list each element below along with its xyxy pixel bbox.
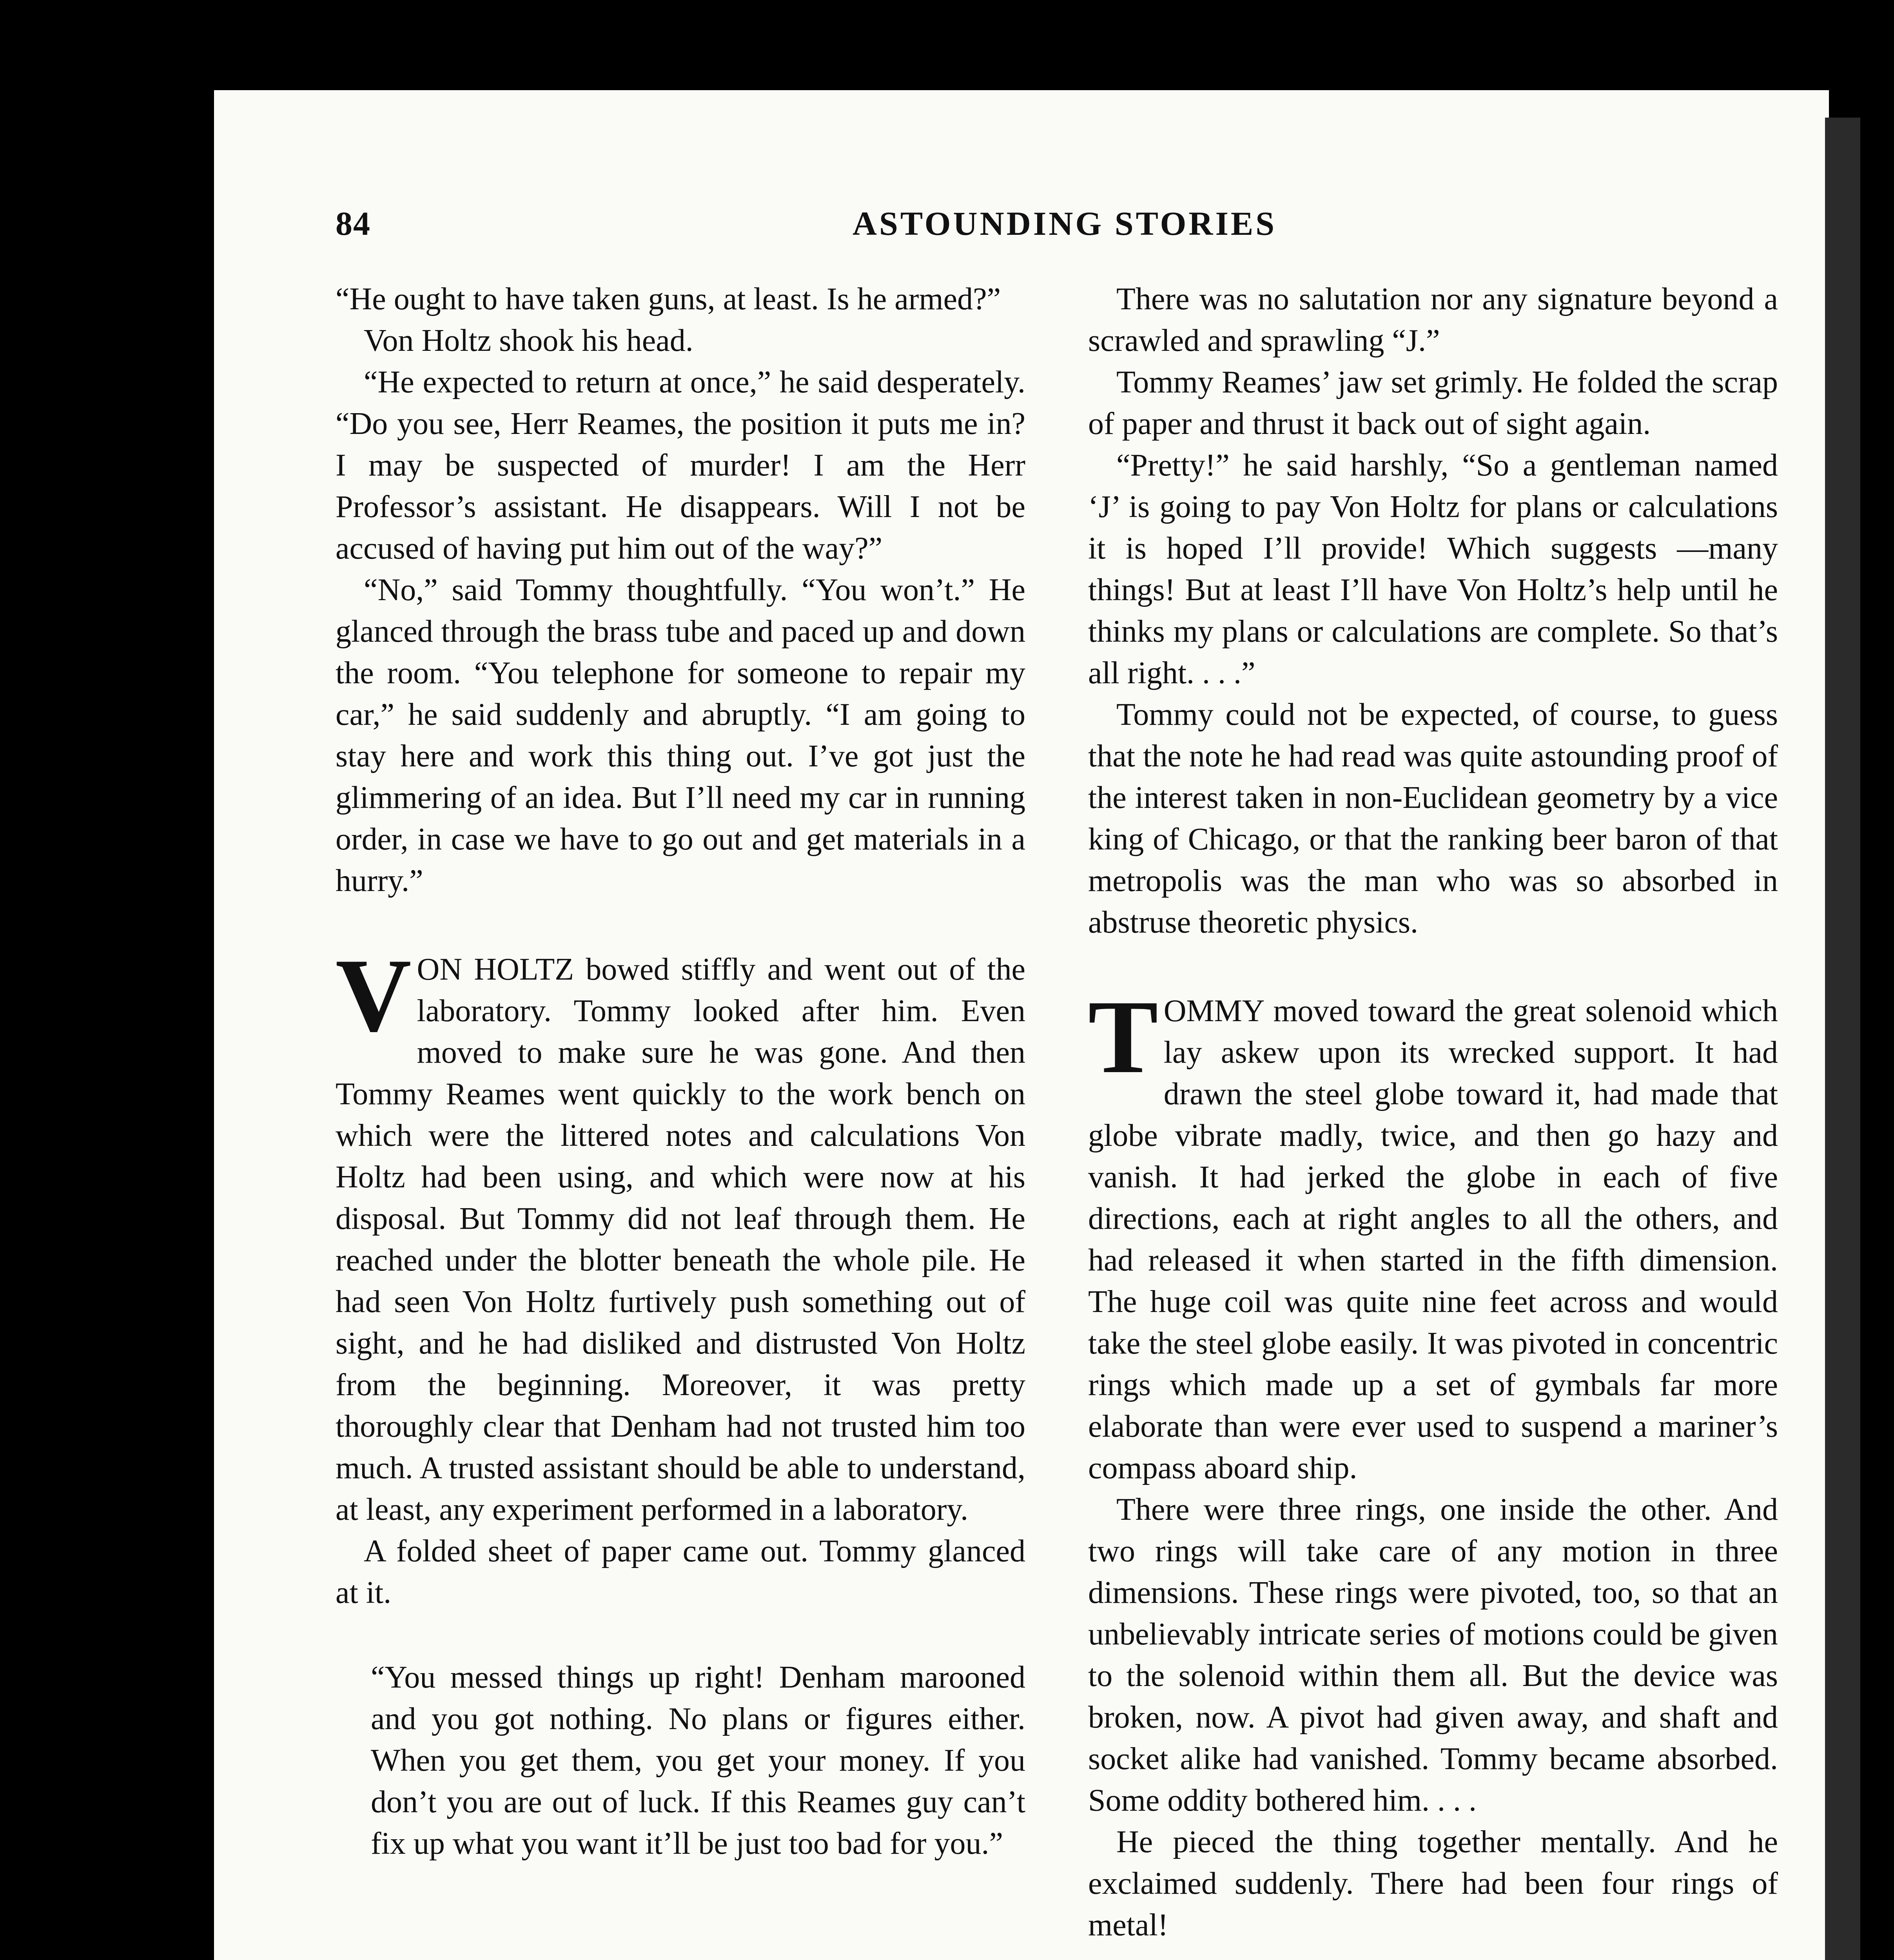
paragraph: “He ought to have taken guns, at least. Is he armed?” [336, 282, 1001, 316]
quoted-note: “You messed things up right! Denham marooned and you got nothing. No plans or figures either. When you get them, you get your money. If you don’t you are out of luck. If this Reames guy can’t fix up what you want it’ll be just too bad for you.” [371, 1660, 1025, 1861]
page-number: 84 [336, 205, 371, 242]
paragraph: He pieced the thing together mentally. And he exclaimed suddenly. There had been four rings of metal! [1088, 1825, 1778, 1942]
left-column [336, 278, 1025, 1864]
small-caps-lead: OMMY [1163, 994, 1264, 1028]
paragraph: Von Holtz shook his head. [364, 323, 693, 358]
paragraph: Tommy Reames’ jaw set grimly. He folded the scrap of paper and thrust it back out of sight again. [1088, 365, 1778, 441]
paragraph: There were three rings, one inside the other. And two rings will take care of any motion in three dimensions. These rings were pivoted, too, so that an unbelievably intricate series of motions could be given to the solenoid within them all. But the device was broken, now. A pivot had given away, and shaft and socket alike had vanished. Tommy became absorbed. Some oddity bothered him. . . . [1088, 1492, 1778, 1818]
drop-cap: T [1088, 978, 1158, 1095]
page-header [336, 204, 1794, 259]
section-opening-paragraph [1088, 978, 1778, 1489]
paragraph: “Pretty!” he said harshly, “So a gentleman named ‘J’ is going to pay Von Holtz for plans or calculations it is hoped I’ll provide! Which suggests —many things! But at least I’ll have Von Holtz’s help until he thinks my plans or calculations are complete. So that’s all right. . . .” [1088, 448, 1778, 690]
small-caps-lead: ON HOLTZ [417, 952, 574, 987]
right-column [1088, 278, 1778, 1946]
paragraph: There was no salutation nor any signature beyond a scrawled and sprawling “J.” [1088, 282, 1778, 358]
paragraph: “No,” said Tommy thoughtfully. “You won’t.” He glanced through the brass tube and paced up and down the room. “You telephone for someone to repair my car,” he said suddenly and abruptly. “I am going to stay here and work this thing out. I’ve got just the glimmering of an idea. But I’ll need my car in running order, in case we have to go out and get materials in a hurry.” [336, 573, 1025, 898]
paragraph: “He expected to return at once,” he said desperately. “Do you see, Herr Reames, the position it puts me in? I may be suspected of murder! I am the Herr Professor’s assistant. He disappears. Will I not be accused of having put him out of the way?” [336, 365, 1025, 566]
drop-cap: V [336, 937, 412, 1053]
binding-edge [1825, 118, 1860, 1960]
paragraph-text: bowed stiffly and went out of the laboratory. Tommy looked after him. Even moved to make sure he was gone. And then Tommy Reames went quickly to the work bench on which were the littered notes and calculations Von Holtz had been using, and which were now at his disposal. But Tommy did not leaf through them. He reached under the blotter beneath the whole pile. He had seen Von Holtz furtively push something out of sight, and he had disliked and distrusted Von Holtz from the beginning. Moreover, it was pretty thoroughly clear that Denham had not trusted him too much. A trusted assistant should be able to understand, at least, any experiment performed in a laboratory. [336, 952, 1025, 1527]
paragraph-text: moved toward the great solenoid which lay askew upon its wrecked support. It had drawn the steel globe toward it, had made that globe vibrate madly, twice, and then go hazy and vanish. It had jerked the globe in each of five directions, each at right angles to all the others, and had released it when started in the fifth dimension. The huge coil was quite nine feet across and would take the steel globe easily. It was pivoted in concentric rings which made up a set of gymbals far more elaborate than were ever used to suspend a mariner’s compass aboard ship. [1088, 994, 1778, 1485]
running-title: ASTOUNDING STORIES [852, 205, 1277, 242]
paragraph: Tommy could not be expected, of course, to guess that the note he had read was quite astounding proof of the interest taken in non-Euclidean geometry by a vice king of Chicago, or that the ranking beer baron of that metropolis was the man who was so absorbed in abstruse theoretic physics. [1088, 697, 1778, 940]
paragraph: A folded sheet of paper came out. Tommy glanced at it. [336, 1534, 1025, 1610]
section-opening-paragraph [336, 937, 1025, 1530]
